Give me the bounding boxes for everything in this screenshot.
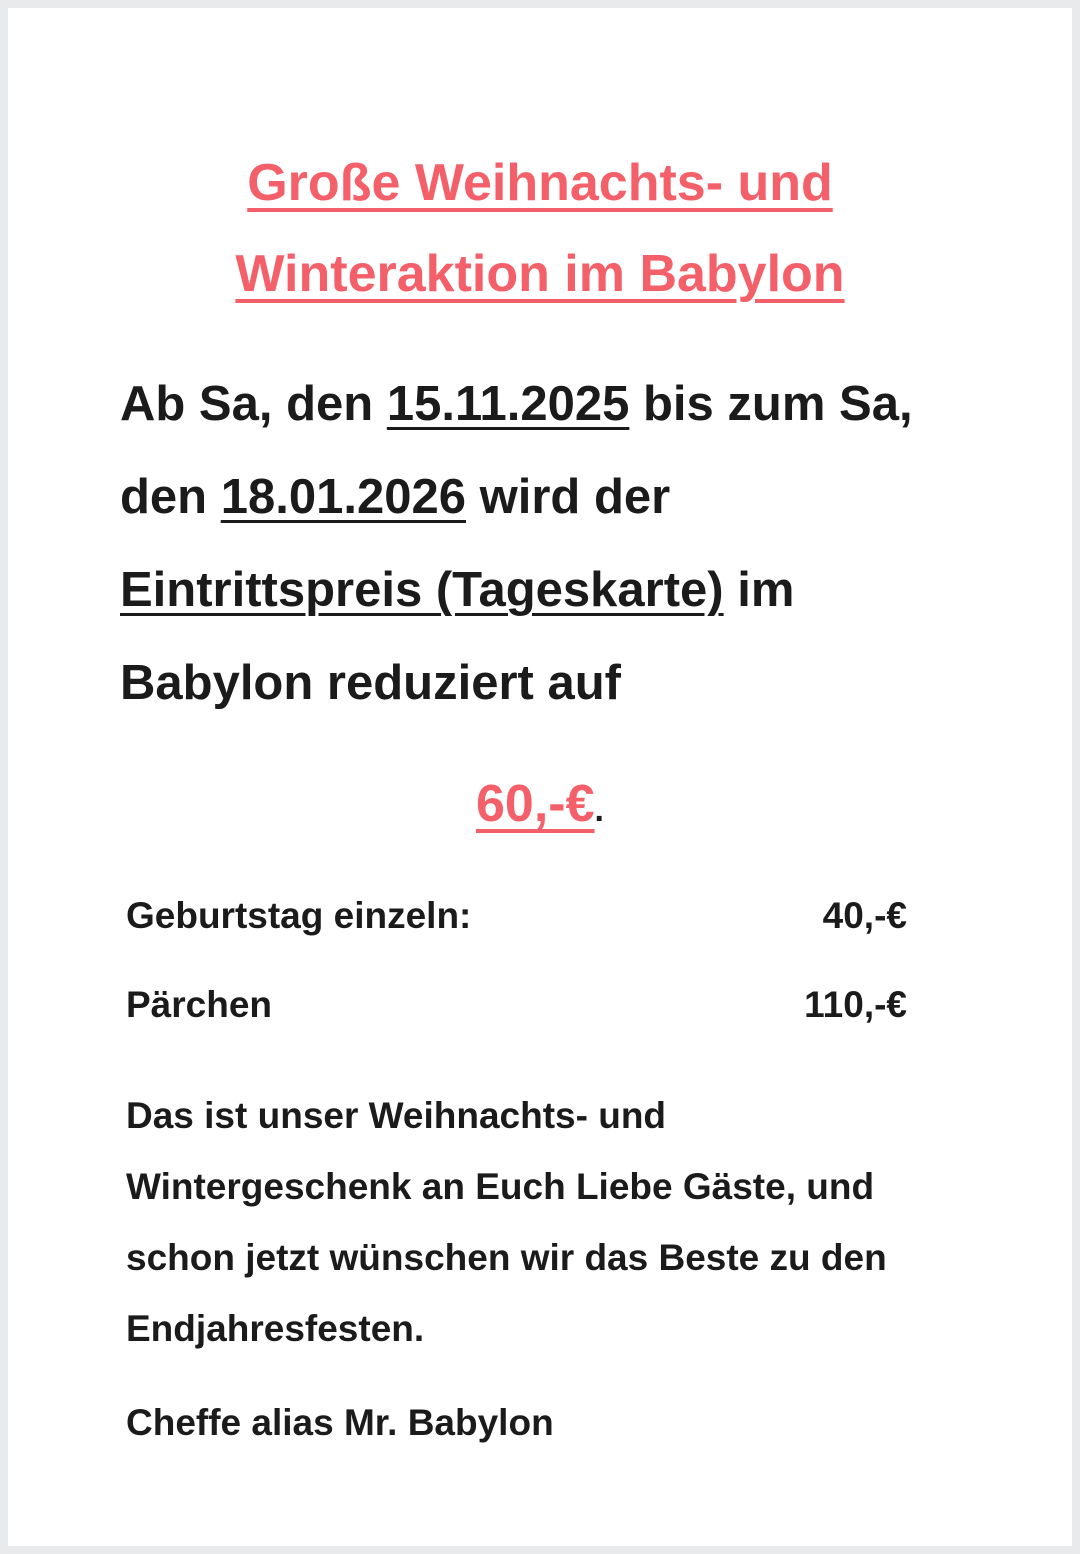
title-line-2 [8, 229, 1072, 320]
intro-part-1: Ab Sa, den [120, 377, 387, 431]
rate-label: Geburtstag einzeln: [126, 895, 472, 937]
main-price-amount: 60,-€ [476, 775, 595, 834]
ticket-type-highlight: Eintrittspreis (Tageskarte) [120, 563, 724, 618]
title-line-1-text: Große Weihnachts- und [247, 154, 833, 212]
poster-sheet [8, 8, 1072, 1546]
end-date: 18.01.2026 [220, 470, 466, 525]
rate-value: 110,-€ [804, 984, 907, 1026]
rate-value: 40,-€ [822, 895, 907, 937]
closing-message: Das ist unser Weihnachts- und Wintergeschenk an Euch Liebe Gäste, und schon jetzt wünschen wir das Beste zu den Endjahresfesten. [126, 1094, 887, 1350]
table-row [126, 872, 907, 961]
poster-title [8, 138, 1072, 320]
table-row [126, 961, 907, 1050]
intro-part-3: wird der [465, 470, 671, 525]
main-price [8, 774, 1072, 834]
signature: Cheffe alias Mr. Babylon [126, 1402, 554, 1444]
start-date: 15.11.2025 [386, 377, 630, 431]
title-line-2-text: Winteraktion im Babylon [235, 245, 845, 303]
main-price-punctuation: . [594, 791, 604, 830]
rate-table [8, 872, 1072, 1050]
intro-part-4: im Babylon reduziert auf [120, 563, 795, 711]
rate-label: Pärchen [126, 984, 273, 1026]
poster-page [8, 8, 1072, 1546]
intro-paragraph [8, 358, 1072, 730]
intro-part-2: bis zum Sa, den [120, 377, 913, 525]
title-line-1 [8, 138, 1072, 229]
